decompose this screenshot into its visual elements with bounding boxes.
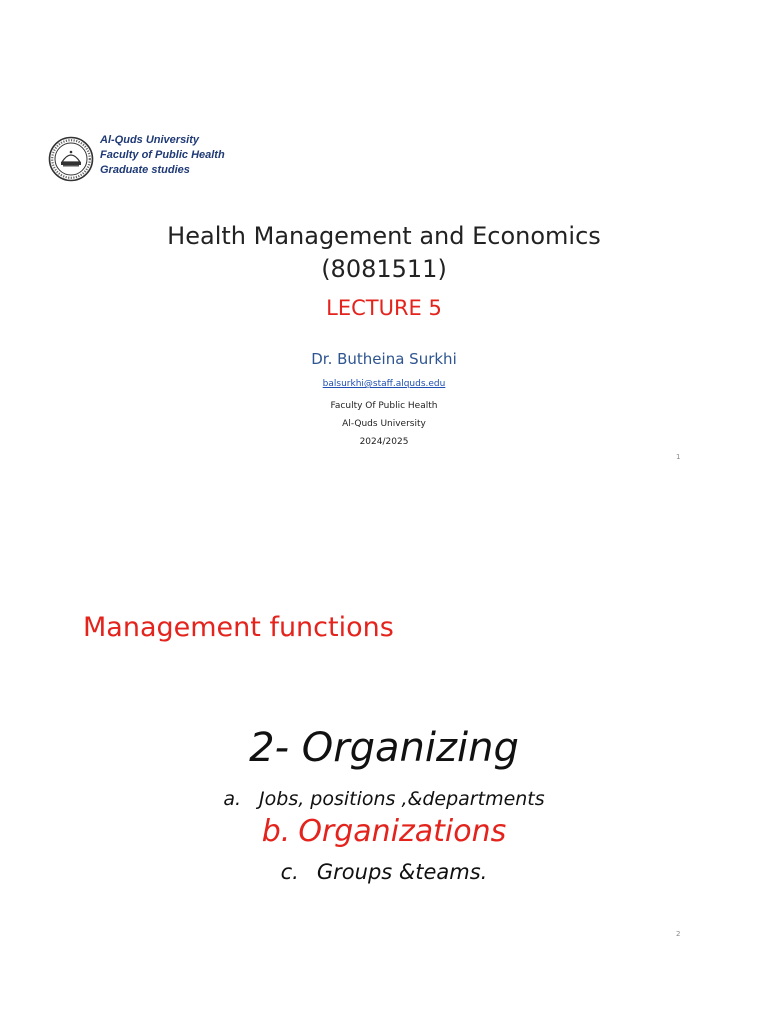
program-name: Graduate studies (100, 164, 190, 176)
lecture-label: LECTURE 5 (326, 296, 442, 320)
list-text: Jobs, positions ,&departments (259, 788, 545, 810)
faculty-line: Faculty Of Public Health (330, 401, 438, 411)
list-marker: a. (223, 788, 242, 810)
list-marker: c. (280, 860, 299, 884)
university-seal-icon (48, 136, 94, 182)
email-link[interactable]: balsurkhi@staff.alquds.edu (322, 379, 446, 389)
faculty-name: Faculty of Public Health (100, 149, 225, 161)
lecturer-name: Dr. Butheina Surkhi (311, 350, 457, 368)
section-title: Management functions (83, 612, 394, 643)
lecturer-email (0, 379, 768, 389)
course-title: Health Management and Economics (167, 222, 601, 250)
page-number: 1 (676, 453, 681, 461)
institution-header (48, 133, 225, 182)
university-name: Al-Quds University (100, 134, 200, 146)
list-text: Organizations (298, 814, 507, 849)
page-number: 2 (676, 930, 681, 938)
list-text: Groups &teams. (316, 860, 488, 884)
list-item (0, 860, 768, 884)
list-item-highlighted (0, 814, 768, 849)
course-code: (8081511) (321, 255, 447, 283)
list-item (0, 788, 768, 810)
slide-2 (0, 512, 768, 1024)
academic-year: 2024/2025 (359, 437, 409, 447)
list-marker: b. (261, 814, 291, 849)
university-line: Al-Quds University (342, 419, 426, 429)
main-heading: 2- Organizing (249, 725, 519, 771)
